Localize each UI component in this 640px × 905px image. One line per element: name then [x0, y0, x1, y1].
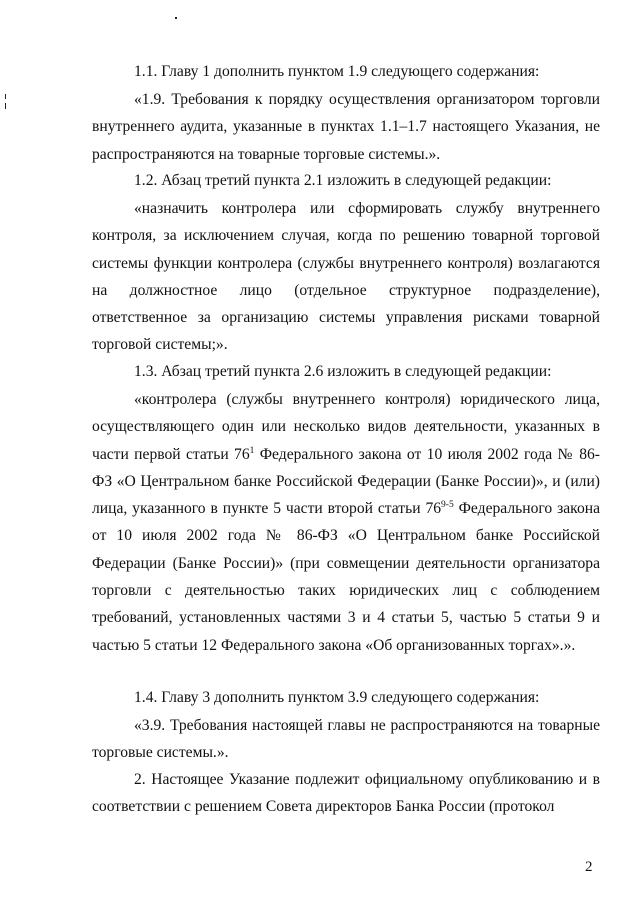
paragraph-2: 2. Настоящее Указание подлежит официальному опубликованию и в соответствии с решением Совета директоров Банка России (протокол [92, 771, 600, 816]
scan-speck [5, 94, 6, 99]
paragraph-1-1: 1.1. Главу 1 дополнить пунктом 1.9 следующего содержания: [134, 63, 540, 80]
paragraph-3-9-quote: «3.9. Требования настоящей главы не распространяются на товарные торговые системы.». [92, 717, 600, 762]
paragraph-1-2: 1.2. Абзац третий пункта 2.1 изложить в следующей редакции: [134, 172, 552, 189]
paragraph-text: Федерального закона от 10 июля 2002 года № 86-ФЗ «О Центральном банке Российской Федерации (Банке России)» (при совмещении деятельности организатора торговли с деятельностью таких юридических лиц с соблюдением требований, установленных частями 3 и 4 статьи 5, частью 5 статьи 9 и частью 5 статьи 12 Федерального закона «Об организованных торгах».». [92, 500, 601, 654]
paragraph-1-9-quote: «1.9. Требования к порядку осуществления организатором торговли внутреннего аудита, указанные в пунктах 1.1–1.7 настоящего Указания, не распространяются на товарные торговые системы.». [92, 91, 600, 163]
scan-speck [175, 17, 177, 19]
paragraph-2-6-quote [92, 386, 600, 659]
paragraph-1-3: 1.3. Абзац третий пункта 2.6 изложить в следующей редакции: [134, 363, 552, 380]
superscript: 1 [249, 445, 255, 456]
paragraph-2-1-quote: «назначить контролера или сформировать службу внутреннего контроля, за исключением случая, когда по решению товарной торговой системы функции контролера (службы внутреннего контроля) возлагаются на должностное лицо (отдельное структурное подразделение), ответственное за организацию системы управления рисками товарной торговой системы;». [92, 200, 600, 354]
paragraph-text: «контролера (службы внутреннего контроля) юридического лица, осуществляющего один или несколько видов деятельности, указанных в части первой статьи 76 [92, 391, 600, 463]
superscript: 9-5 [441, 500, 454, 511]
scan-speck [5, 103, 6, 109]
paragraph-1-4: 1.4. Главу 3 дополнить пунктом 3.9 следующего содержания: [134, 689, 540, 706]
page-number: 2 [585, 859, 593, 875]
paragraph-text: Федерального закона от 10 июля 2002 года № 86-ФЗ «О Центральном банке Российской Федерации (Банке России)», и (или) лица, указанного в пункте 5 части второй статьи 76 [92, 445, 600, 518]
